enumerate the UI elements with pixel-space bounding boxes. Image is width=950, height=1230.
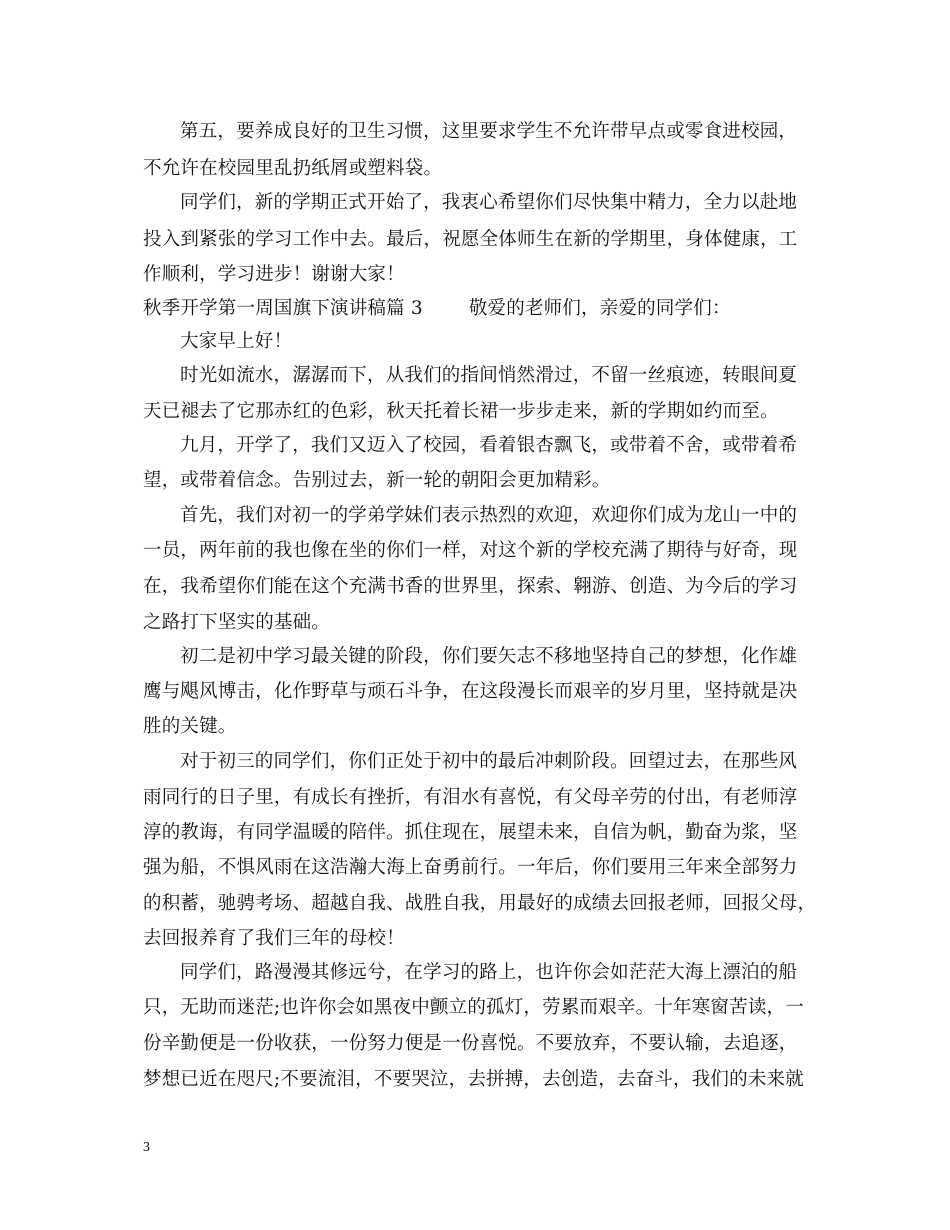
- section-heading: 秋季开学第一周国旗下演讲稿篇 3: [143, 298, 423, 319]
- page-number: 3: [143, 1140, 150, 1155]
- paragraph-line: 份辛勤便是一份收获，一份努力便是一份喜悦。不要放弃，不要认输，去追逐，: [143, 1033, 798, 1054]
- paragraph-line: 淳的教诲，有同学温暖的陪伴。抓住现在，展望未来，自信为帆，勤奋为浆，坚: [143, 822, 798, 843]
- paragraph-line: 投入到紧张的学习工作中去。最后，祝愿全体师生在新的学期里，身体健康，工: [143, 229, 798, 250]
- paragraph-line: 一员，两年前的我也像在坐的你们一样，对这个新的学校充满了期待与好奇，现: [143, 540, 798, 561]
- paragraph-line: 在，我希望你们能在这个充满书香的世界里，探索、翱游、创造、为今后的学习: [143, 576, 798, 597]
- paragraph-line: 只，无助而迷茫;也许你会如黑夜中颤立的孤灯，劳累而艰辛。十年寒窗苦读，一: [143, 997, 804, 1018]
- paragraph-line: 之路打下坚实的基础。: [143, 612, 331, 633]
- paragraph-line: 首先，我们对初一的学弟学妹们表示热烈的欢迎，欢迎你们成为龙山一中的: [180, 505, 798, 526]
- paragraph-line: 胜的关键。: [143, 716, 237, 737]
- paragraph-line: 望，或带着信念。告别过去，新一轮的朝阳会更加精彩。: [143, 470, 611, 491]
- paragraph-line: 的积蓄，驰骋考场、超越自我、战胜自我，用最好的成绩去回报老师，回报父母，: [143, 893, 817, 914]
- paragraph-line: 去回报养育了我们三年的母校！: [143, 928, 405, 949]
- section-heading-line: [143, 298, 731, 320]
- paragraph-line: 九月，开学了，我们又迈入了校园，看着银杏飘飞，或带着不舍，或带着希: [180, 435, 798, 456]
- greeting-line: 大家早上好！: [180, 331, 293, 352]
- paragraph-line: 强为船，不惧风雨在这浩瀚大海上奋勇前行。一年后，你们要用三年来全部努力: [143, 857, 798, 878]
- paragraph-line: 梦想已近在咫尺;不要流泪，不要哭泣，去拼搏，去创造，去奋斗，我们的未来就: [143, 1069, 804, 1090]
- paragraph-line: 对于初三的同学们，你们正处于初中的最后冲刺阶段。回望过去，在那些风: [180, 751, 798, 772]
- paragraph-line: 初二是初中学习最关键的阶段，你们要矢志不移地坚持自己的梦想，化作雄: [180, 646, 798, 667]
- salutation: 敬爱的老师们，亲爱的同学们：: [468, 298, 731, 319]
- paragraph-line: 雨同行的日子里，有成长有挫折，有泪水有喜悦，有父母辛劳的付出，有老师淳: [143, 787, 798, 808]
- paragraph-line: 同学们，新的学期正式开始了，我衷心希望你们尽快集中精力，全力以赴地: [180, 192, 798, 213]
- paragraph-line: 时光如流水，潺潺而下，从我们的指间悄然滑过，不留一丝痕迹，转眼间夏: [180, 365, 798, 386]
- paragraph-line: 同学们，路漫漫其修远兮，在学习的路上，也许你会如茫茫大海上漂泊的船: [180, 962, 798, 983]
- paragraph-line: 鹰与飓风博击，化作野草与顽石斗争，在这段漫长而艰辛的岁月里，坚持就是决: [143, 681, 798, 702]
- paragraph-line: 第五，要养成良好的卫生习惯，这里要求学生不允许带早点或零食进校园，: [180, 121, 798, 142]
- paragraph-line: 天已褪去了它那赤红的色彩，秋天托着长裙一步步走来，新的学期如约而至。: [143, 401, 779, 422]
- paragraph-line: 不允许在校园里乱扔纸屑或塑料袋。: [143, 158, 443, 179]
- paragraph-line: 作顺利，学习进步！谢谢大家！: [143, 264, 405, 285]
